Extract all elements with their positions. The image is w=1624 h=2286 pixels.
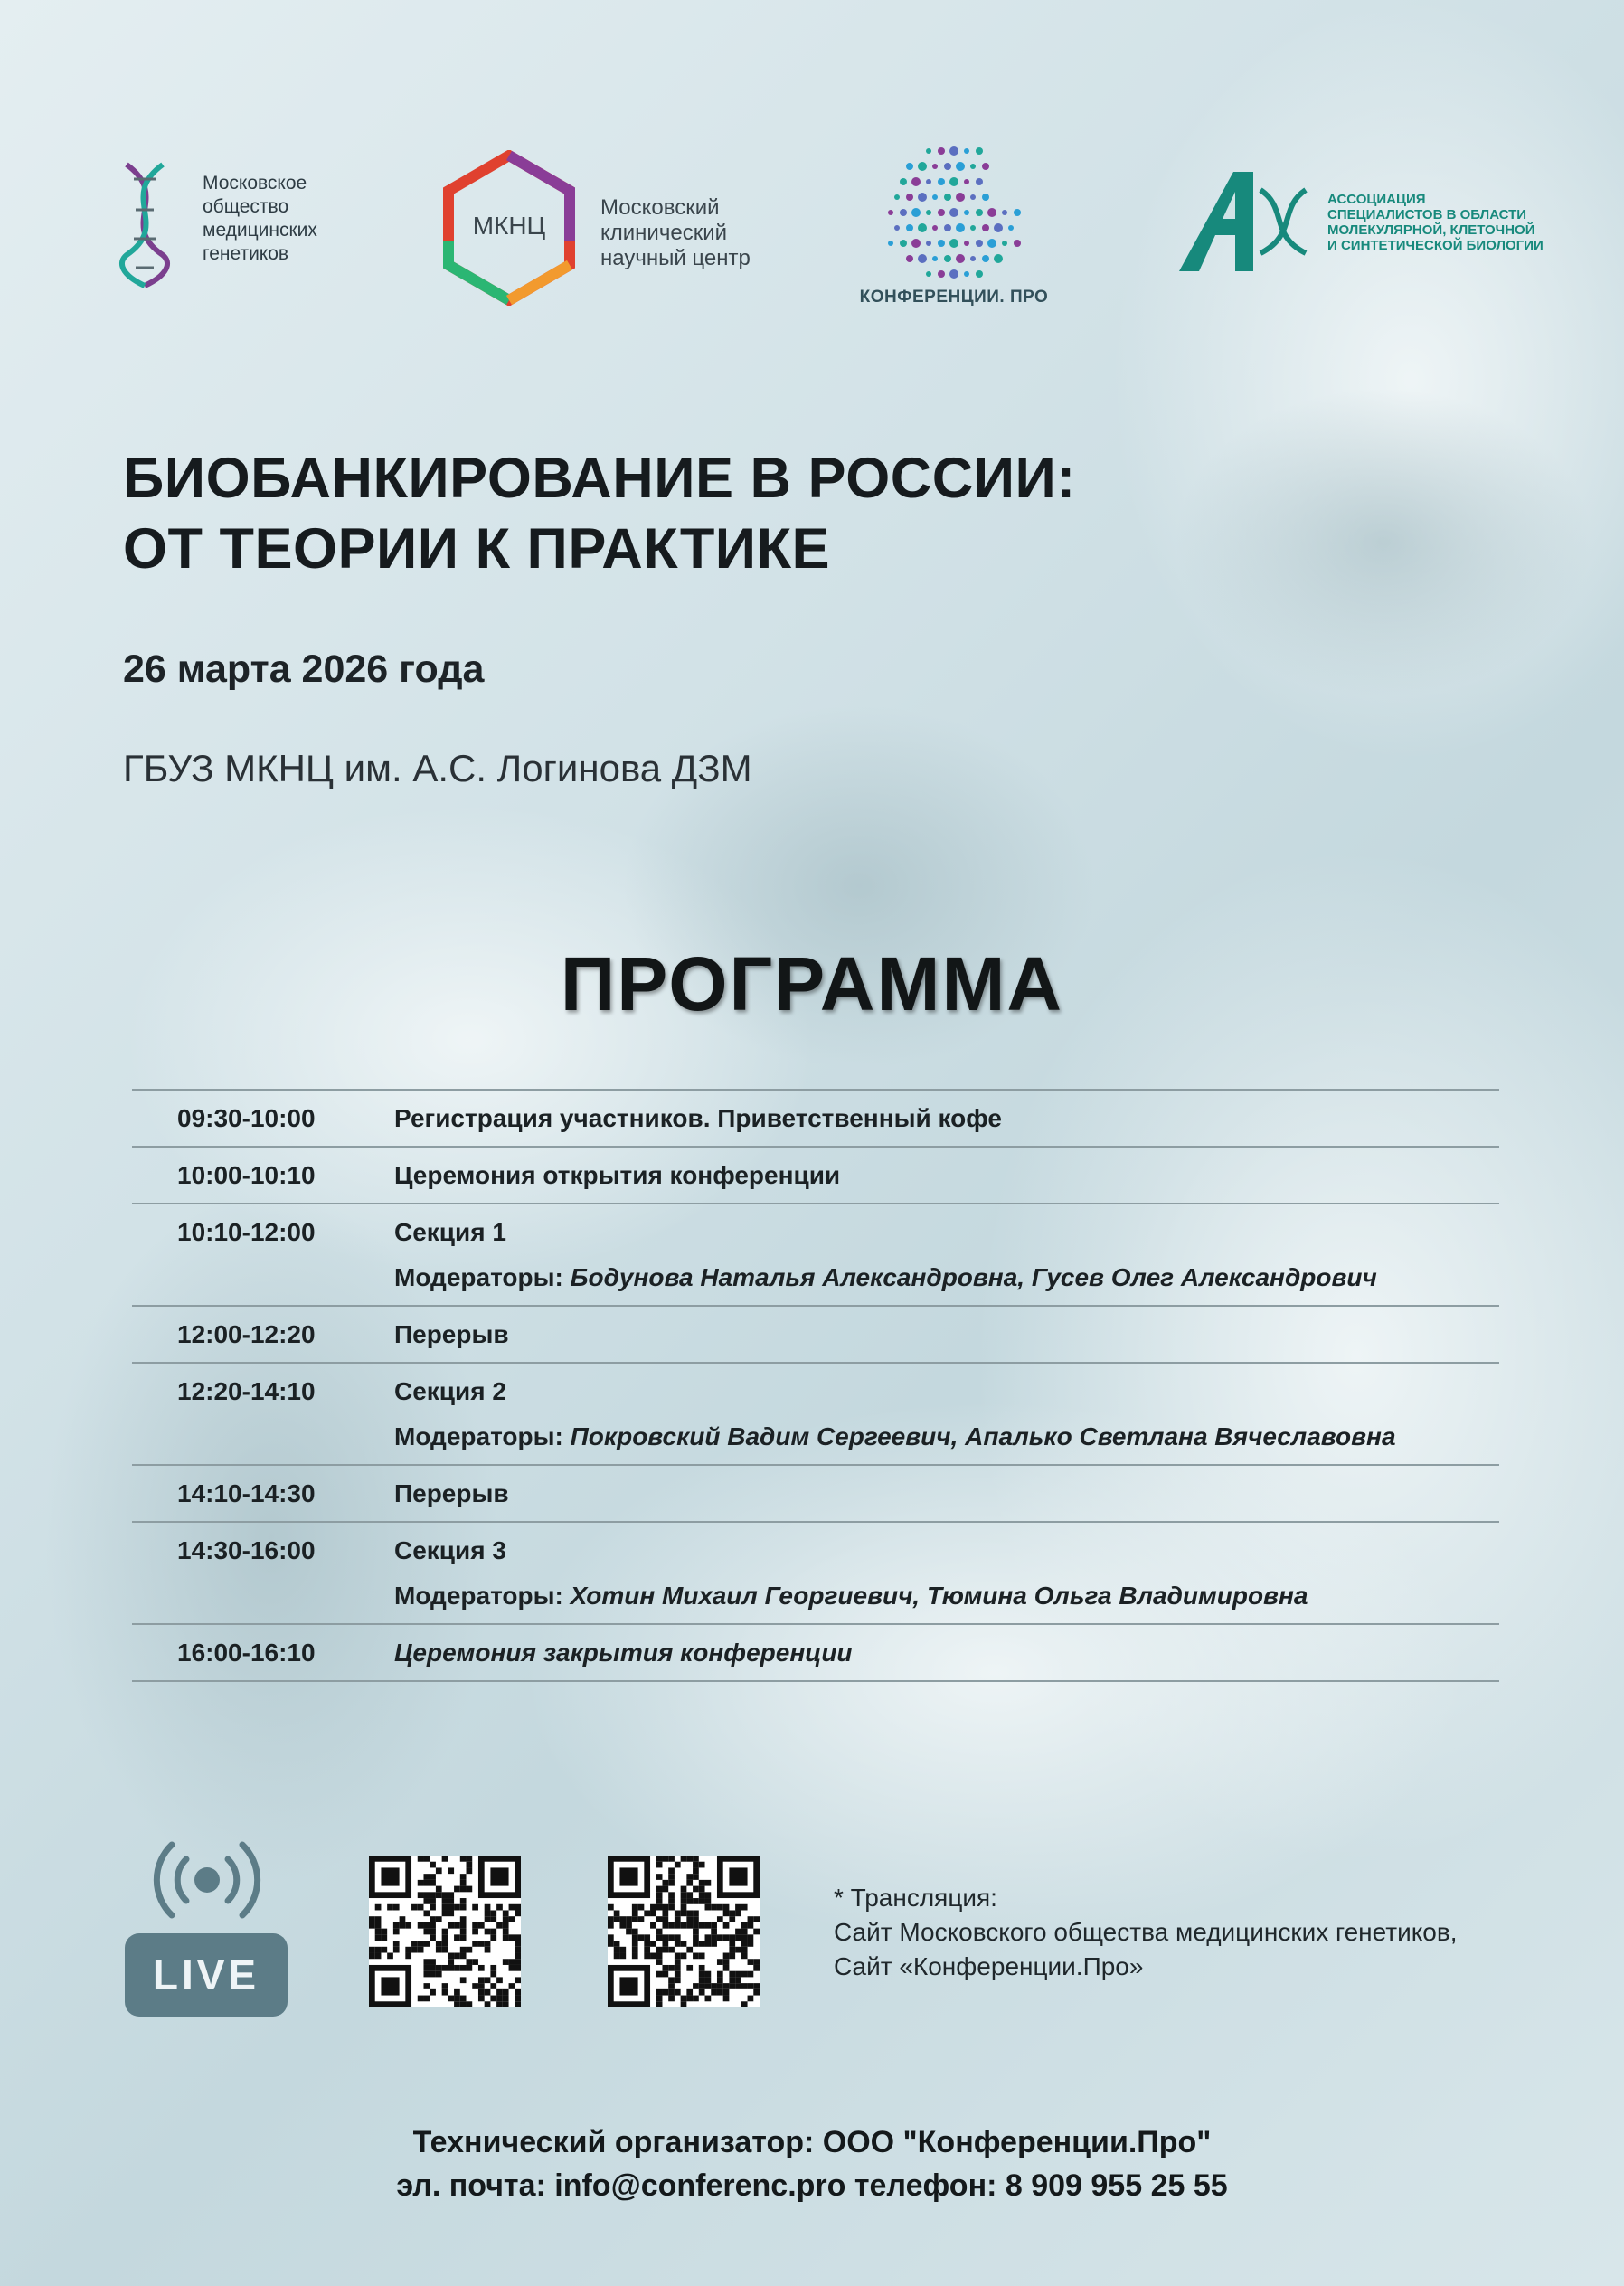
footer-organizer: Технический организатор: ООО "Конференции.Про" (412, 2125, 1212, 2159)
schedule-row (132, 1464, 1499, 1521)
moderators-label: Модераторы: (394, 1263, 563, 1291)
moderators-names: Хотин Михаил Георгиевич, Тюмина Ольга Владимировна (570, 1582, 1308, 1610)
schedule-time: 09:30-10:00 (177, 1104, 316, 1132)
globe-dots-icon (877, 137, 1031, 291)
society-logo-line4: генетиков (203, 243, 289, 264)
event-title (123, 443, 1479, 584)
event-title-line1: БИОБАНКИРОВАНИЕ В РОССИИ: (123, 447, 1076, 510)
schedule-time: 12:20-14:10 (177, 1377, 316, 1405)
schedule-time: 10:10-12:00 (177, 1218, 316, 1246)
broadcast-icon (148, 1830, 266, 1930)
conferences-logo-label: КОНФЕРЕНЦИИ. ПРО (859, 288, 1049, 307)
schedule-text: Секция 1 (394, 1218, 506, 1246)
event-title-line2: ОТ ТЕОРИИ К ПРАКТИКЕ (123, 517, 831, 581)
event-venue: ГБУЗ МКНЦ им. А.С. Логинова ДЗМ (123, 747, 752, 789)
society-logo-line1: Московское (203, 173, 307, 194)
schedule-time: 14:30-16:00 (177, 1536, 316, 1564)
mknc-logo-line3: научный центр (600, 246, 751, 270)
schedule-text: Церемония закрытия конференции (394, 1639, 853, 1667)
schedule-row (132, 1305, 1499, 1362)
association-a-icon (1179, 172, 1315, 273)
schedule-row (132, 1203, 1499, 1305)
society-logo-line2: общество (203, 196, 289, 217)
association-logo-line3: МОЛЕКУЛЯРНОЙ, КЛЕТОЧНОЙ (1327, 222, 1535, 238)
mknc-mark: МКНЦ (472, 212, 546, 240)
schedule-table (132, 1089, 1499, 1682)
society-logo-line3: медицинских (203, 220, 317, 241)
association-logo-line2: СПЕЦИАЛИСТОВ В ОБЛАСТИ (1327, 207, 1527, 222)
broadcast-line3: Сайт «Конференции.Про» (834, 1952, 1144, 1980)
mknc-logo-line1: Московский (600, 195, 720, 220)
schedule-row (132, 1146, 1499, 1203)
footer-contacts: эл. почта: info@conferenc.pro телефон: 8 909 955 25 55 (396, 2168, 1228, 2203)
mknc-logo-line2: клинический (600, 221, 728, 245)
schedule-row (132, 1521, 1499, 1623)
association-logo-line4: И СИНТЕТИЧЕСКОЙ БИОЛОГИИ (1327, 238, 1544, 253)
broadcast-line2: Сайт Московского общества медицинских генетиков, (834, 1918, 1458, 1946)
broadcast-line1: * Трансляция: (834, 1884, 997, 1912)
moderators-names: Покровский Вадим Сергеевич, Апалько Светлана Вячеславовна (570, 1422, 1396, 1450)
moderators-names: Бодунова Наталья Александровна, Гусев Олег Александрович (570, 1263, 1377, 1291)
schedule-row (132, 1623, 1499, 1682)
event-date: 26 марта 2026 года (123, 647, 485, 691)
schedule-time: 10:00-10:10 (177, 1161, 316, 1189)
schedule-time: 16:00-16:10 (177, 1639, 316, 1667)
program-title: ПРОГРАММА (560, 941, 1064, 1026)
schedule-row (132, 1362, 1499, 1464)
live-button[interactable]: LIVE (125, 1933, 288, 2017)
qr-code-conferences[interactable] (608, 1856, 760, 2007)
qr-code-society[interactable] (369, 1856, 521, 2007)
conferences-logo (850, 137, 1058, 318)
broadcast-info (834, 1881, 1575, 1984)
schedule-text: Секция 3 (394, 1536, 506, 1564)
schedule-text: Перерыв (394, 1479, 509, 1507)
dna-icon (109, 161, 181, 289)
schedule-text: Секция 2 (394, 1377, 506, 1405)
schedule-time: 14:10-14:30 (177, 1479, 316, 1507)
association-logo-line1: АССОЦИАЦИЯ (1327, 192, 1426, 207)
moderators-label: Модераторы: (394, 1422, 563, 1450)
schedule-text: Церемония открытия конференции (394, 1161, 841, 1189)
schedule-text: Регистрация участников. Приветственный кофе (394, 1104, 1002, 1132)
schedule-text: Перерыв (394, 1320, 509, 1348)
schedule-row (132, 1089, 1499, 1146)
moderators-label: Модераторы: (394, 1582, 563, 1610)
schedule-time: 12:00-12:20 (177, 1320, 316, 1348)
